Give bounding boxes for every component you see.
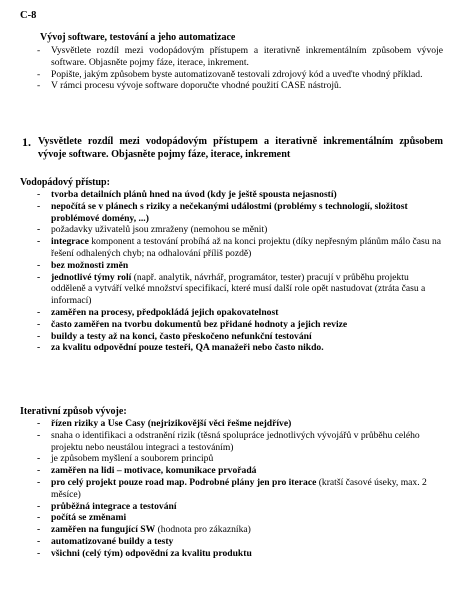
waterfall-list	[35, 189, 443, 354]
list-item: - automatizované buildy a testy	[35, 536, 443, 548]
list-item: - počítá se změnami	[35, 512, 443, 524]
list-item: - nepočítá se v plánech s riziky a nečekanými událostmi (problémy s technologií, složitost problémové domény, ...)	[35, 201, 443, 225]
list-item: - zaměřen na lidi – motivace, komunikace prvořadá	[35, 465, 443, 477]
list-item: - je způsobem myšlení a souborem principů	[35, 453, 443, 465]
list-item: - za kvalitu odpovědní pouze testeři, QA manažeři nebo často nikdo.	[35, 342, 443, 354]
task-list	[35, 45, 443, 92]
iterative-list	[35, 418, 443, 560]
question-code: C-8	[20, 10, 37, 21]
list-item: - jednotlivé týmy rolí (např. analytik, návrhář, programátor, tester) pracují v průběhu projektu odděleně a vytváří velké množství specifikací, které musí další role opět nastudovat (ztráta času a informací)	[35, 272, 443, 307]
waterfall-title: Vodopádový přístup:	[20, 177, 110, 188]
list-item: - průběžná integrace a testování	[35, 501, 443, 513]
list-item: - zaměřen na fungující SW (hodnota pro zákazníka)	[35, 524, 443, 536]
task-item: - V rámci procesu vývoje software doporučte vhodné použití CASE nástrojů.	[35, 80, 443, 92]
list-item: - požadavky uživatelů jsou zmraženy (nemohou se měnit)	[35, 224, 443, 236]
list-item: - často zaměřen na tvorbu dokumentů bez přidané hodnoty a jejich revize	[35, 319, 443, 331]
heading-number: 1.	[22, 135, 31, 149]
list-item: - zaměřen na procesy, předpokládá jejich opakovatelnost	[35, 307, 443, 319]
list-item: - buildy a testy až na konci, často přeskočeno nefunkční testování	[35, 331, 443, 343]
list-item: - snaha o identifikaci a odstranění rizik (těsná spolupráce jednotlivých vývojářů v průběhu celého projektu nebo neustálou integraci a testováním)	[35, 430, 443, 454]
list-item: - všichni (celý tým) odpovědní za kvalitu produktu	[35, 548, 443, 560]
heading-text: Vysvětlete rozdíl mezi vodopádovým přístupem a iterativně inkrementálním způsobem vývoje software. Objasněte pojmy fáze, iterace, inkrement	[38, 136, 443, 160]
list-item: - bez možnosti změn	[35, 260, 443, 272]
list-item: - pro celý projekt pouze road map. Podrobné plány jen pro iterace (kratší časové úseky, max. 2 měsíce)	[35, 477, 443, 501]
task-title: Vývoj software, testování a jeho automatizace	[40, 32, 236, 43]
list-item: - řízen riziky a Use Casy (nejrizikovější věci řešme nejdříve)	[35, 418, 443, 430]
iterative-title: Iterativní způsob vývoje:	[20, 406, 127, 417]
list-item: - tvorba detailních plánů hned na úvod (kdy je ještě spousta nejasností)	[35, 189, 443, 201]
task-item: - Vysvětlete rozdíl mezi vodopádovým přístupem a iterativně inkrementálním způsobem vývoje software. Objasněte pojmy fáze, iterace, inkrement.	[35, 45, 443, 69]
task-item: - Popište, jakým způsobem byste automatizovaně testovali zdrojový kód a uveďte vhodný příklad.	[35, 69, 443, 81]
list-item: - integrace komponent a testování probíhá až na konci projektu (díky nepřesným plánům málo času na řešení odhalených chyb; na odhalování příliš pozdě)	[35, 236, 443, 260]
heading-1	[22, 135, 443, 161]
